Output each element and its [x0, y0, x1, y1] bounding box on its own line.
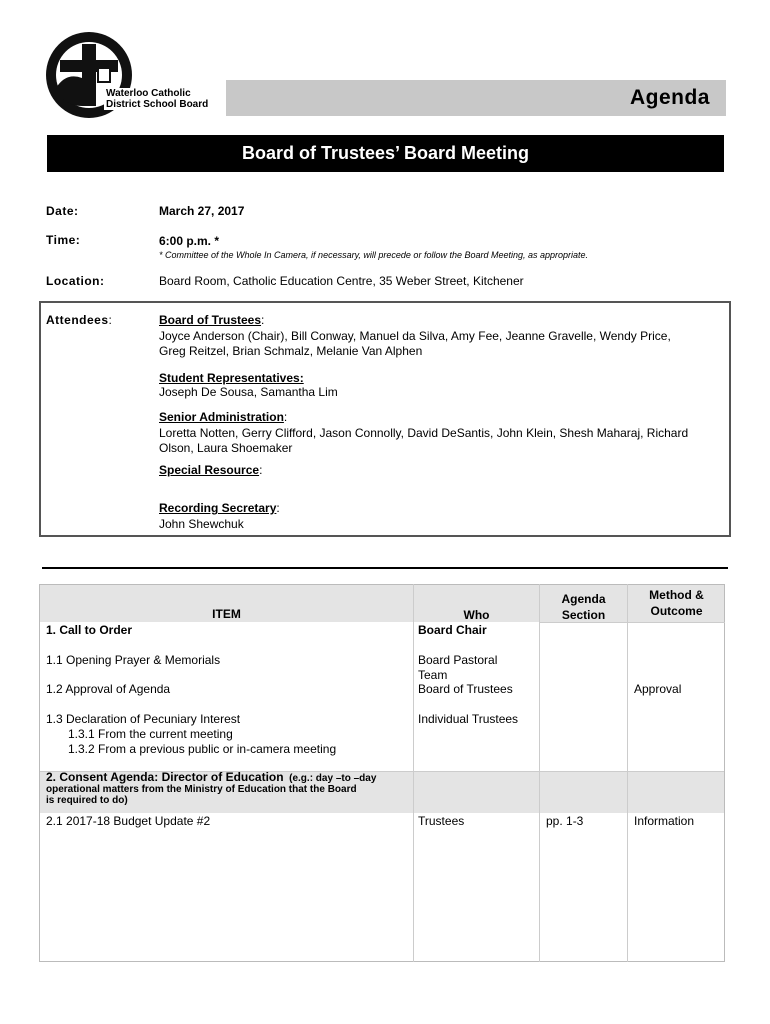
senior-heading: Senior Administration — [159, 410, 284, 424]
special-colon: : — [259, 463, 263, 477]
col-section-header-line1: Agenda — [561, 592, 606, 606]
consent-note-3: is required to do) — [46, 795, 128, 806]
trustees-section — [159, 311, 671, 359]
section-divider — [42, 567, 728, 569]
item-call-to-order: 1. Call to Order — [46, 623, 133, 637]
item-1-3-1: 1.3.1 From the current meeting — [68, 727, 233, 741]
who-1-1-line1: Board Pastoral — [418, 653, 498, 667]
org-name-line2: District School Board — [106, 99, 209, 110]
date-value: March 27, 2017 — [159, 204, 245, 218]
trustees-names-line1: Joyce Anderson (Chair), Bill Conway, Manuel da Silva, Amy Fee, Jeanne Gravelle, Wendy Price, — [159, 329, 671, 343]
column-divider-method — [627, 584, 628, 962]
org-name-line1: Waterloo Catholic — [106, 88, 191, 99]
col-method-header — [628, 587, 725, 619]
consent-note-2: operational matters from the Ministry of Education that the Board — [46, 784, 357, 795]
secretary-colon: : — [276, 501, 280, 515]
who-1-1 — [418, 653, 497, 683]
col-section-header — [540, 591, 627, 623]
attendees-label — [46, 313, 112, 327]
senior-colon: : — [283, 410, 288, 424]
secretary-section — [159, 499, 280, 532]
col-item-header: ITEM — [212, 607, 241, 621]
agenda-heading: Agenda — [629, 86, 710, 109]
time-note: * Committee of the Whole In Camera, if necessary, will precede or follow the Board Meeting, as appropriate. — [159, 250, 589, 260]
date-label: Date: — [46, 204, 79, 218]
column-divider-who — [413, 584, 414, 962]
secretary-name: John Shewchuk — [159, 517, 244, 531]
col-method-header-line1: Method & — [649, 588, 704, 602]
section-2-1: pp. 1-3 — [546, 814, 584, 828]
item-consent-agenda — [46, 772, 408, 806]
org-name — [104, 88, 208, 110]
method-1-2: Approval — [634, 682, 682, 696]
senior-names-line2: Olson, Laura Shoemaker — [159, 441, 293, 455]
item-1-3 — [46, 712, 336, 757]
item-1-2: 1.2 Approval of Agenda — [46, 682, 171, 696]
students-section — [159, 371, 338, 400]
location-value: Board Room, Catholic Education Centre, 35 Weber Street, Kitchener — [159, 274, 524, 288]
who-1-3: Individual Trustees — [418, 712, 519, 726]
consent-title: 2. Consent Agenda: Director of Education — [46, 770, 284, 784]
trustees-colon: : — [261, 313, 265, 327]
agenda-banner — [226, 80, 726, 116]
who-call-to-order: Board Chair — [418, 623, 487, 637]
meeting-title: Board of Trustees’ Board Meeting — [47, 135, 724, 172]
item-1-3-2: 1.3.2 From a previous public or in-camera meeting — [68, 742, 337, 756]
time-value: 6:00 p.m. * — [159, 234, 220, 248]
trustees-heading: Board of Trustees — [159, 313, 262, 327]
consent-note-1: (e.g.: day –to –day — [289, 773, 377, 784]
attendees-label-colon: : — [108, 313, 113, 327]
senior-section — [159, 408, 688, 456]
who-2-1: Trustees — [418, 814, 465, 828]
col-who-header: Who — [463, 608, 490, 622]
senior-names-line1: Loretta Notten, Gerry Clifford, Jason Connolly, David DeSantis, John Klein, Shesh Maharaj, Richard — [159, 426, 689, 440]
students-heading: Student Representatives: — [159, 371, 304, 385]
item-1-1: 1.1 Opening Prayer & Memorials — [46, 653, 221, 667]
who-1-1-line2: Team — [418, 668, 448, 682]
item-2-1: 2.1 2017-18 Budget Update #2 — [46, 814, 211, 828]
secretary-heading: Recording Secretary — [159, 501, 277, 515]
col-section-header-line2: Section — [561, 608, 606, 622]
who-1-2: Board of Trustees — [418, 682, 513, 696]
students-names: Joseph De Sousa, Samantha Lim — [159, 385, 338, 399]
trustees-names-line2: Greg Reitzel, Brian Schmalz, Melanie Van Alphen — [159, 344, 423, 358]
attendees-label-text: Attendees — [46, 313, 109, 327]
column-divider-section — [539, 584, 540, 962]
col-method-header-line2: Outcome — [650, 604, 703, 618]
time-label: Time: — [46, 233, 81, 247]
item-1-3-title: 1.3 Declaration of Pecuniary Interest — [46, 712, 241, 726]
special-section — [159, 461, 262, 479]
special-heading: Special Resource — [159, 463, 260, 477]
method-2-1: Information — [634, 814, 695, 828]
location-label: Location: — [46, 274, 105, 288]
